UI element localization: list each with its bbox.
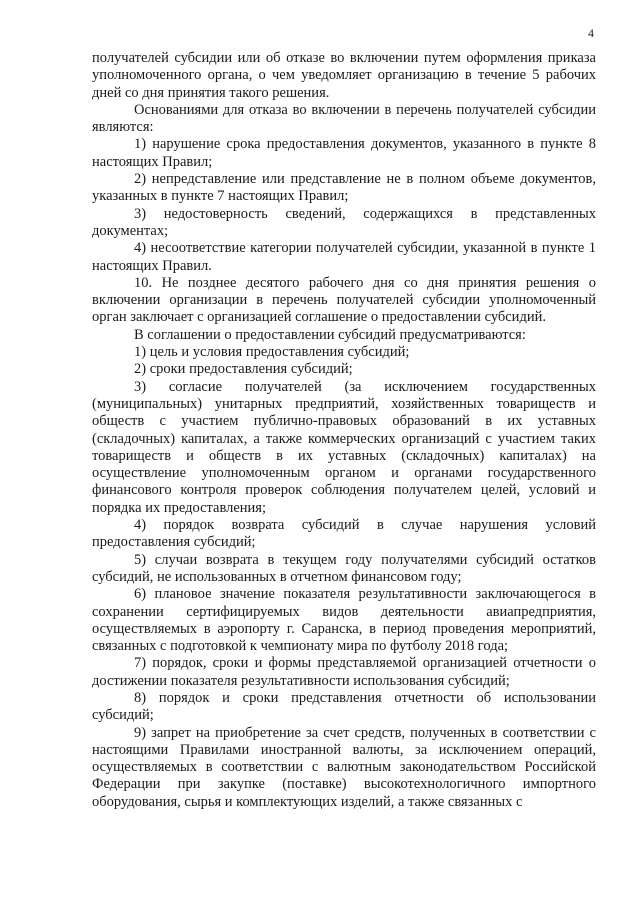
paragraph: 2) непредставление или представление не в полном объеме документов, указанных в пункте 7 настоящих Правил; [92, 171, 596, 205]
paragraph: 10. Не позднее десятого рабочего дня со дня принятия решения о включении организации в перечень получателей субсидии уполномоченный орган заключает с организацией соглашение о предоставлении субсидий. [92, 274, 596, 326]
paragraph: 2) сроки предоставления субсидий; [134, 361, 353, 378]
paragraph: 8) порядок и сроки представления отчетности об использовании субсидий; [92, 689, 596, 724]
paragraph: Основаниями для отказа во включении в перечень получателей субсидии являются: [92, 101, 596, 136]
paragraph: 5) случаи возврата в текущем году получателями субсидий остатков субсидий, не использованных в отчетном финансовом году; [92, 551, 596, 585]
paragraph: В соглашении о предоставлении субсидий предусматриваются: [134, 326, 526, 343]
page-number: 4 [588, 26, 594, 40]
paragraph: 4) несоответствие категории получателей субсидии, указанной в пункте 1 настоящих Правил. [92, 240, 596, 274]
paragraph: 3) недостоверность сведений, содержащихся в представленных документах; [92, 205, 596, 239]
paragraph: 6) плановое значение показателя результативности заключающегося в сохранении сертифицируемых видов деятельности авиапредприятия, осуществляемых в аэропорту г. Саранска, в период проведения мероприятий, связанных с подготовкой к чемпионату мира по футболу 2018 года; [92, 586, 596, 655]
paragraph: 1) нарушение срока предоставления документов, указанного в пункте 8 настоящих Правил; [92, 136, 596, 170]
paragraph: 3) согласие получателей (за исключением государственных (муниципальных) унитарных предприятий, хозяйственных товариществ и обществ с участием публично-правовых образований в их уставных (складочных) капиталах, а также коммерческих организаций с участием таких товариществ и обществ в их уставных (складочных) капиталах) на осуществление уполномоченным органом и органами государственного финансового контроля проверок соблюдения получателем целей, условий и порядка их предоставления; [92, 378, 596, 516]
paragraph: 9) запрет на приобретение за счет средств, полученных в соответствии с настоящими Правилами иностранной валюты, за исключением операций, осуществляемых в соответствии с валютным законодательством Российской Федерации при закупке (поставке) высокотехнологичного импортного оборудования, сырья и комплектующих изделий, а также связанных с [92, 724, 596, 810]
paragraph: 7) порядок, сроки и формы представляемой организацией отчетности о достижении показателя результативности использования субсидий; [92, 655, 596, 689]
paragraph: получателей субсидии или об отказе во включении путем оформления приказа уполномоченного органа, о чем уведомляет организацию в течение 5 рабочих дней со дня принятия такого решения. [92, 50, 596, 101]
paragraph: 4) порядок возврата субсидий в случае нарушения условий предоставления субсидий; [92, 517, 596, 551]
paragraph: 1) цель и условия предоставления субсидий; [134, 344, 410, 361]
document-body [92, 50, 596, 811]
